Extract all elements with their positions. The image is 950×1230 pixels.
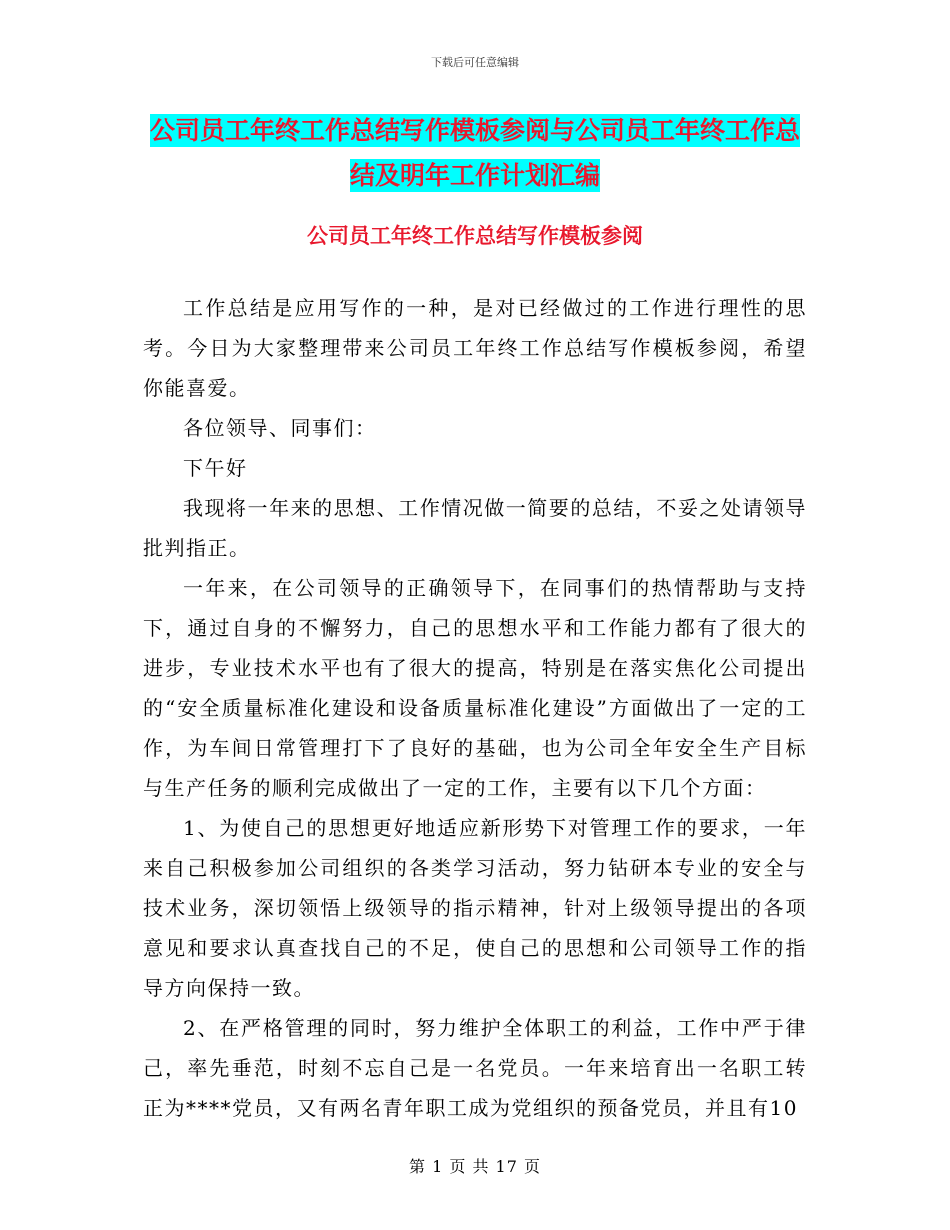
paragraph-year-review: 一年来，在公司领导的正确领导下，在同事们的热情帮助与支持下，通过自身的不懈努力，自己的思想水平和工作能力都有了很大的进步，专业技术水平也有了很大的提高，特别是在落实焦化公司提出的“安全质量标准化建设和设备质量标准化建设”方面做出了一定的工作，为车间日常管理打下了良好的基础，也为公司全年安全生产目标与生产任务的顺利完成做出了一定的工作，主要有以下几个方面：	[143, 576, 807, 800]
paragraph-point-2: 2、在严格管理的同时，努力维护全体职工的利益，工作中严于律己，率先垂范，时刻不忘自己是一名党员。一年来培育出一名职工转正为****党员，又有两名青年职工成为党组织的预备党员，并且有10	[143, 1016, 807, 1120]
document-body	[143, 288, 807, 1128]
paragraph-intro: 工作总结是应用写作的一种，是对已经做过的工作进行理性的思考。今日为大家整理带来公司员工年终工作总结写作模板参阅，希望你能喜爱。	[143, 296, 807, 400]
paragraph-point-1: 1、为使自己的思想更好地适应新形势下对管理工作的要求，一年来自己积极参加公司组织的各类学习活动，努力钻研本专业的安全与技术业务，深切领悟上级领导的指示精神，针对上级领导提出的各项意见和要求认真查找自己的不足，使自己的思想和公司领导工作的指导方向保持一致。	[143, 816, 807, 1000]
paragraph-summary-intro: 我现将一年来的思想、工作情况做一简要的总结，不妥之处请领导批判指正。	[143, 496, 807, 560]
section-title: 公司员工年终工作总结写作模板参阅	[307, 224, 643, 248]
document-title	[140, 108, 810, 198]
page-number: 第 1 页 共 17 页	[409, 1157, 541, 1176]
document-title-text: 公司员工年终工作总结写作模板参阅与公司员工年终工作总结及明年工作计划汇编	[149, 116, 800, 190]
header-note: 下载后可任意编辑	[431, 56, 519, 69]
paragraph-greeting: 各位领导、同事们：	[183, 416, 377, 440]
paragraph-salutation: 下午好	[183, 456, 248, 480]
